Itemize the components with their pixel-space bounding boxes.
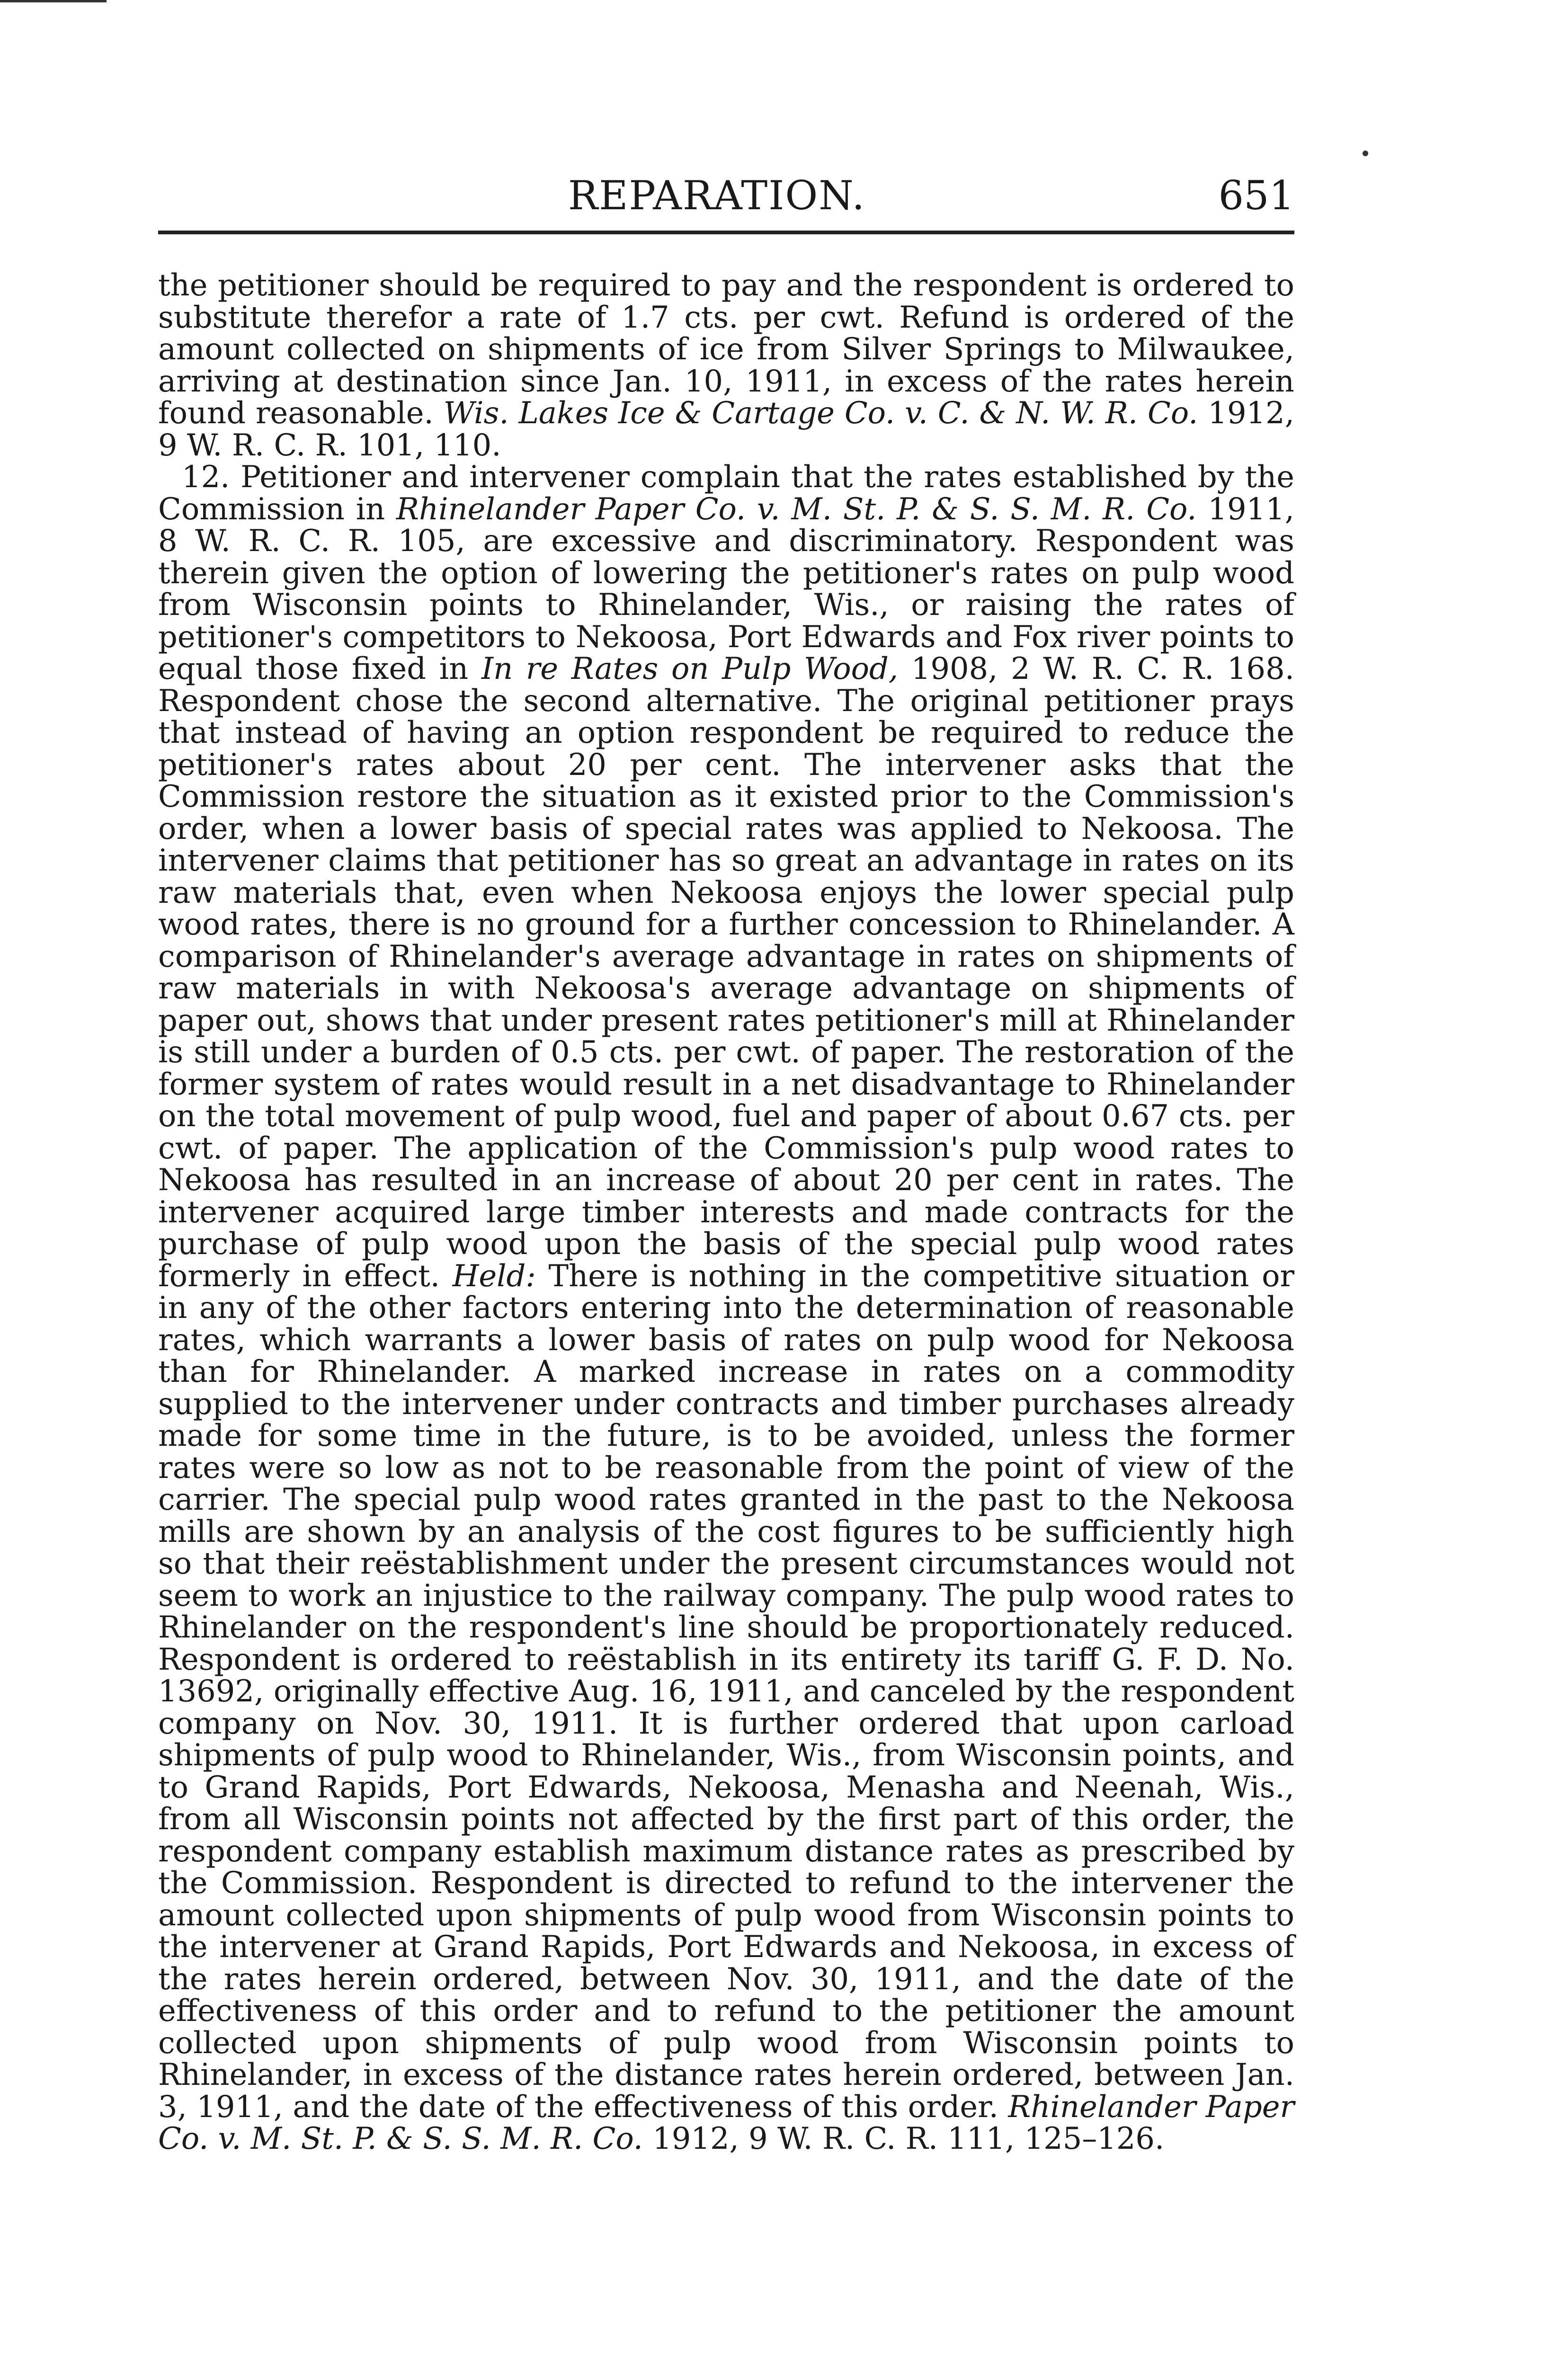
text-run: 1912, 9 W. R. C. R. 111, 125–126. [642,2121,1165,2156]
page-number: 651 [1218,172,1294,219]
page-edge-mark [0,0,107,2]
case-citation: Rhinelander Paper Co. v. M. St. P. & S. S. M. R. Co. [396,491,1197,527]
text-run: 1912, 9 W. R. C. R. 101, 110. [158,396,1294,463]
text-run: 12. Petitioner and intervener complain that the rates established by the Commission in [158,460,1294,527]
case-citation: Rhinelander Paper Co. v. M. St. P. & S. S. M. R. Co. [158,2089,1294,2156]
page-header [158,169,1294,222]
running-head: REPARATION. [568,172,866,219]
body-text [158,270,1294,2155]
margin-dot [1363,151,1368,156]
text-run: 1911, 8 W. R. C. R. 105, are excessive and discriminatory. Respondent was therein given the option of lowering the petitioner's rates on pulp wood from Wisconsin points to Rhinelander, Wis., or raising the rates of petitioner's competitors to Nekoosa, Port Edwards and Fox river points to equal those fixed in [158,491,1295,686]
text-run: 1908, 2 W. R. C. R. 168. Respondent chose the second alternative. The original petitioner prays that instead of having an option respondent be required to reduce the petitioner's rates about 20 per cent. The intervener asks that the Commission restore the situation as it existed prior to the Commission's order, when a lower basis of special rates was applied to Nekoosa. The intervener claims that petitioner has so great an advantage in rates on its raw materials that, even when Nekoosa enjoys the lower special pulp wood rates, there is no ground for a further concession to Rhinelander. A comparison of Rhinelander's average advantage in rates on shipments of raw materials in with Nekoosa's average advantage on shipments of paper out, shows that under present rates petitioner's mill at Rhinelander is still under a burden of 0.5 cts. per cwt. of paper. The restoration of the former system of rates would result in a net disadvantage to Rhinelander on the total movement of pulp wood, fuel and paper of about 0.67 cts. per cwt. of paper. The application of the Commission's pulp wood rates to Nekoosa has resulted in an increase of about 20 per cent in rates. The intervener acquired large timber interests and made contracts for the purchase of pulp wood upon the basis of the special pulp wood rates formerly in effect. [158,651,1294,1294]
case-citation: In re Rates on Pulp Wood, [481,651,899,686]
header-rule [158,231,1294,234]
held-label: Held: [452,1258,536,1294]
paragraph-12 [158,462,1294,2155]
text-run: There is nothing in the competitive situation or in any of the other factors entering into the determination of reasonable rates, which warrants a lower basis of rates on pulp wood for Nekoosa than for Rhinelander. A marked increase in rates on a commodity supplied to the intervener under contracts and timber purchases already made for some time in the future, is to be avoided, unless the former rates were so low as not to be reasonable from the point of view of the carrier. The special pulp wood rates granted in the past to the Nekoosa mills are shown by an analysis of the cost figures to be sufficiently high so that their reëstablishment under the present circumstances would not seem to work an injustice to the railway company. The pulp wood rates to Rhinelander on the respondent's line should be proportionately reduced. Respondent is ordered to reëstablish in its entirety its tariff G. F. D. No. 13692, originally effective Aug. 16, 1911, and canceled by the respondent company on Nov. 30, 1911. It is further ordered that upon carload shipments of pulp wood to Rhinelander, Wis., from Wisconsin points, and to Grand Rapids, Port Edwards, Nekoosa, Menasha and Neenah, Wis., from all Wisconsin points not affected by the first part of this order, the respondent company establish maximum distance rates as prescribed by the Commission. Respondent is directed to refund to the intervener the amount collected upon shipments of pulp wood from Wisconsin points to the intervener at Grand Rapids, Port Edwards and Nekoosa, in excess of the rates herein ordered, between Nov. 30, 1911, and the date of the effectiveness of this order and to refund to the petitioner the amount collected upon shipments of pulp wood from Wisconsin points to Rhinelander, in excess of the distance rates herein ordered, between Jan. 3, 1911, and the date of the effectiveness of this order. [158,1258,1294,2125]
paragraph-continuation [158,270,1294,462]
text-run: the petitioner should be required to pay and the respondent is ordered to substitute therefor a rate of 1.7 cts. per cwt. Refund is ordered of the amount collected on shipments of ice from Silver Springs to Milwaukee, arriving at destination since Jan. 10, 1911, in excess of the rates herein found reasonable. [158,268,1294,431]
case-citation: Wis. Lakes Ice & Cartage Co. v. C. & N. W. R. Co. [443,396,1198,431]
